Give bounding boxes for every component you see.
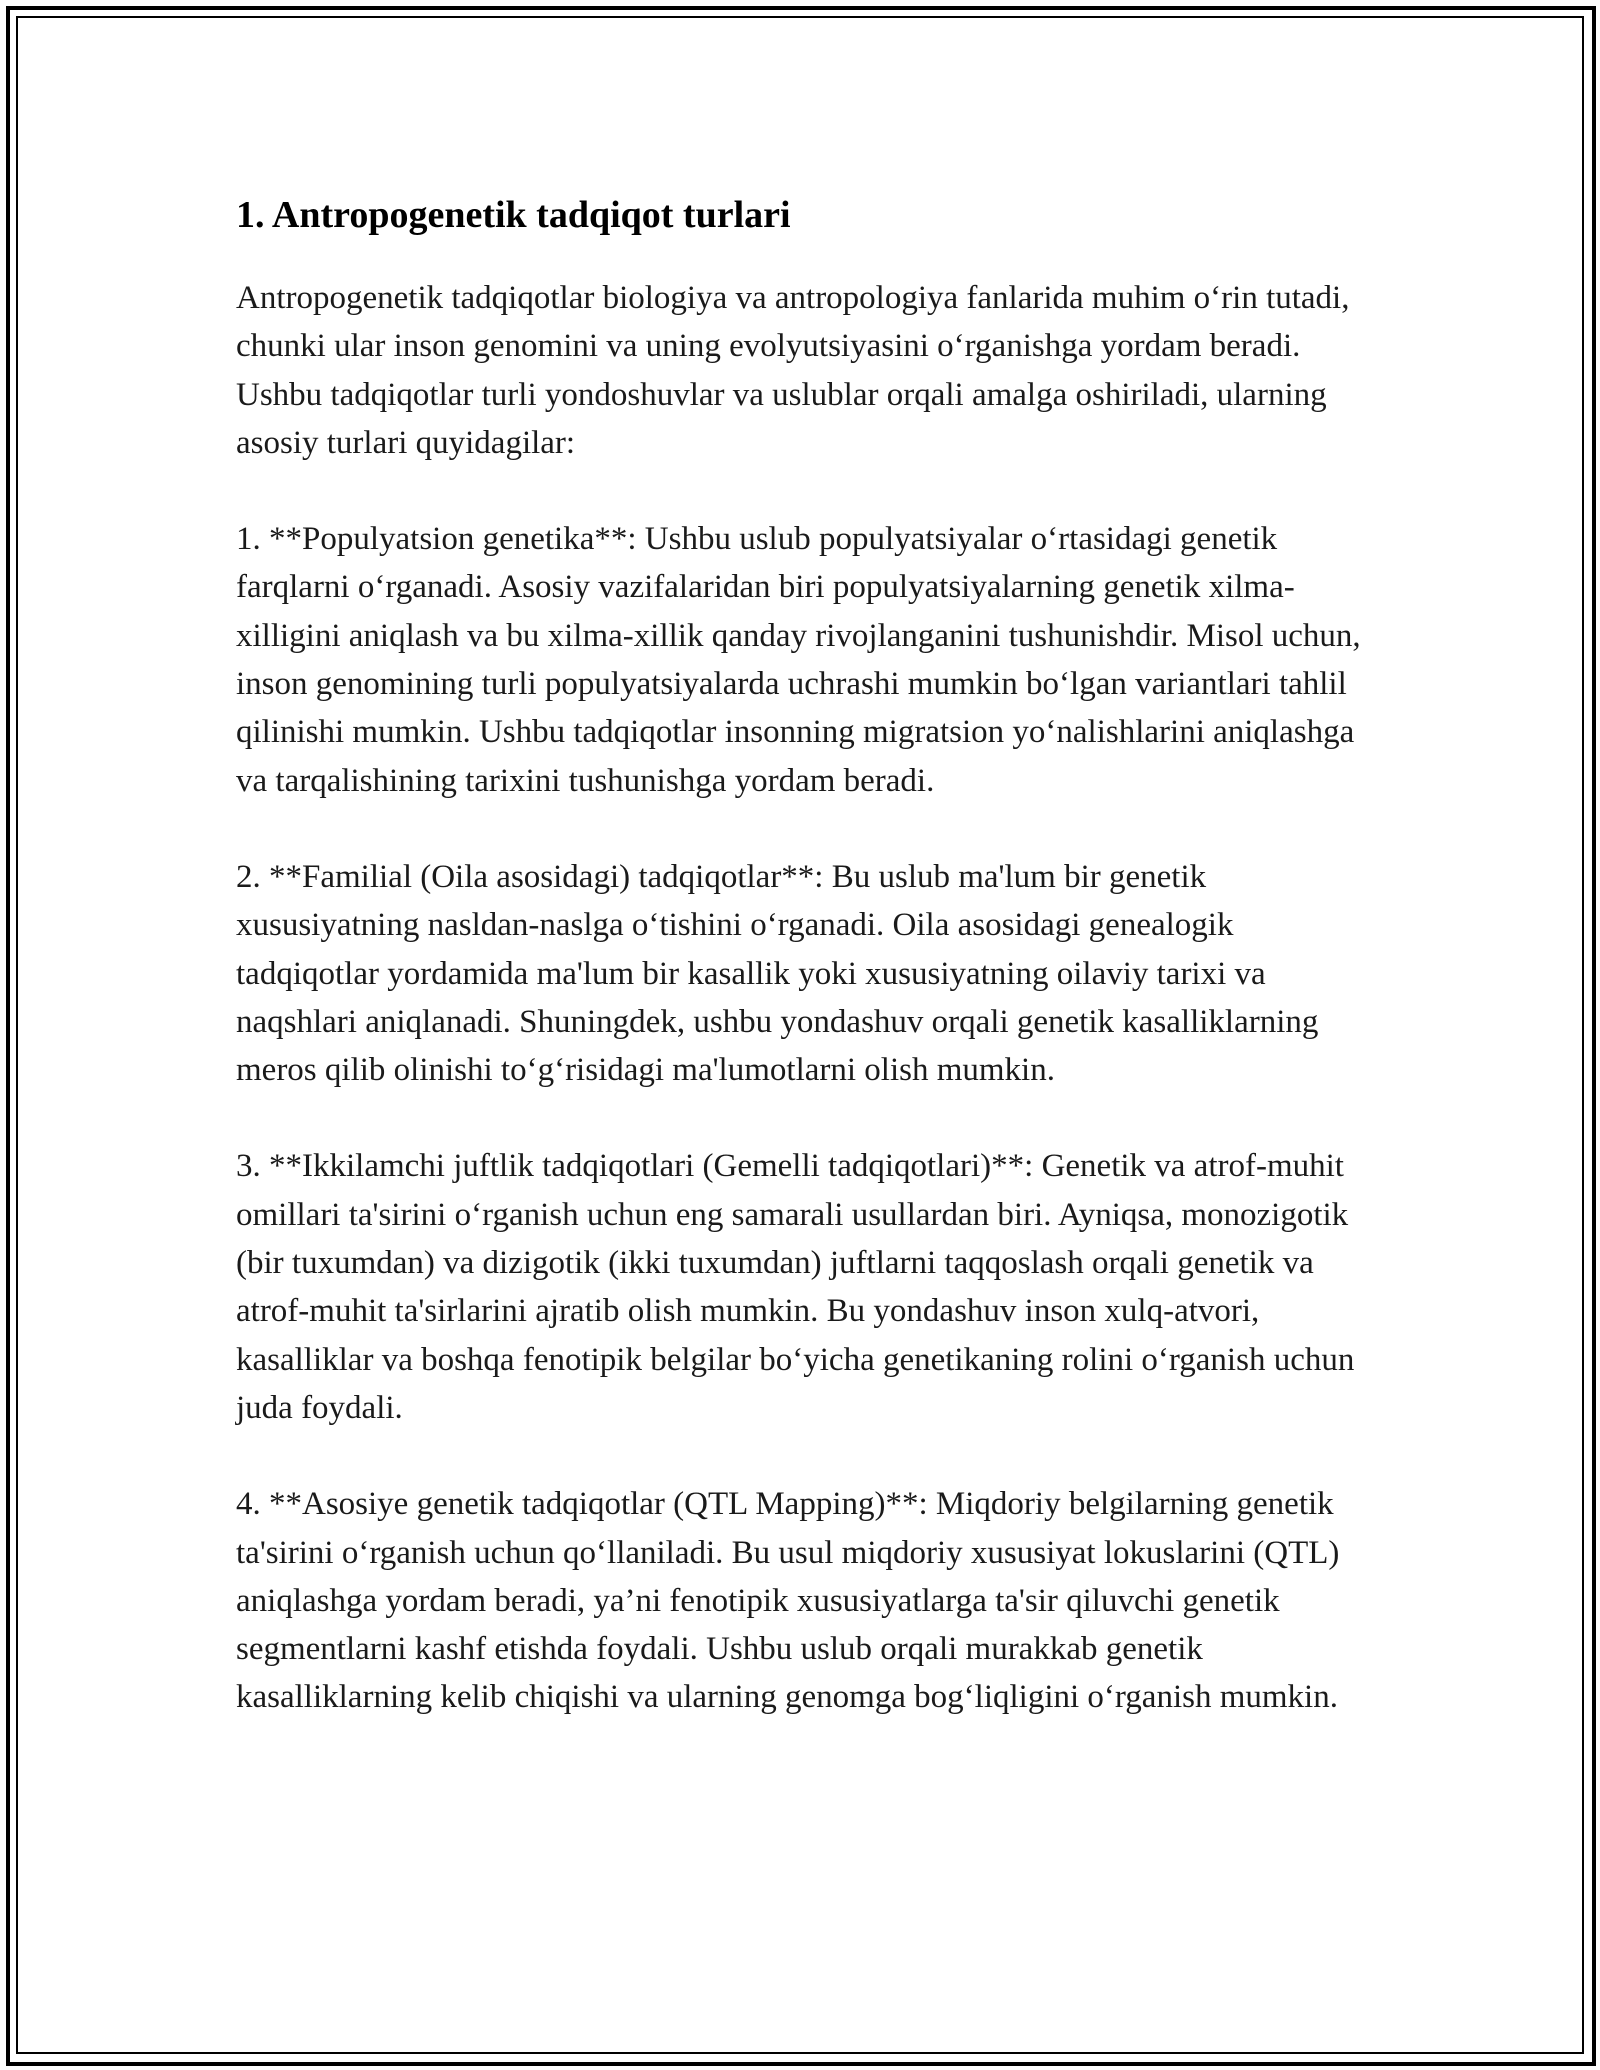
paragraph-qtl-mapping: 4. **Asosiye genetik tadqiqotlar (QTL Mapping)**: Miqdoriy belgilarning genetik ta'sirini o‘rganish uchun qo‘llaniladi. Bu usul miqdoriy xususiyat lokuslarini (QTL) aniqlashga yordam beradi, ya’ni fenotipik xususiyatlarga ta'sir qiluvchi genetik segmentlarni kashf etishda foydali. Ushbu uslub orqali murakkab genetik kasalliklarning kelib chiqishi va ularning genomga bog‘liqligini o‘rganish mumkin. [236, 1486, 1340, 1716]
section-heading: 1. Antropogenetik tadqiqot turlari [236, 194, 791, 236]
intro-paragraph: Antropogenetik tadqiqotlar biologiya va antropologiya fanlarida muhim o‘rin tutadi, chunki ular inson genomini va uning evolyutsiyasini o‘rganishga yordam beradi. Ushbu tadqiqotlar turli yondoshuvlar va uslublar orqali amalga oshiriladi, ularning asosiy turlari quyidagilar: [236, 280, 1350, 461]
document-body [236, 190, 1366, 1770]
paragraph-gemelli-tadqiqotlari: 3. **Ikkilamchi juftlik tadqiqotlari (Gemelli tadqiqotlari)**: Genetik va atrof-muhit omillari ta'sirini o‘rganish uchun eng samarali usullardan biri. Ayniqsa, monozigotik (bir tuxumdan) va dizigotik (ikki tuxumdan) juftlarni taqqoslash orqali genetik va atrof-muhit ta'sirlarini ajratib olish mumkin. Bu yondashuv inson xulq-atvori, kasalliklar va boshqa fenotipik belgilar bo‘yicha genetikaning rolini o‘rganish uchun juda foydali. [236, 1148, 1355, 1426]
paragraph-familial-tadqiqotlar: 2. **Familial (Oila asosidagi) tadqiqotlar**: Bu uslub ma'lum bir genetik xususiyatning nasldan-naslga o‘tishini o‘rganadi. Oila asosidagi genealogik tadqiqotlar yordamida ma'lum bir kasallik yoki xususiyatning oilaviy tarixi va naqshlari aniqlanadi. Shuningdek, ushbu yondashuv orqali genetik kasalliklarning meros qilib olinishi to‘g‘risidagi ma'lumotlarni olish mumkin. [236, 858, 1319, 1089]
paragraph-populyatsion-genetika: 1. **Populyatsion genetika**: Ushbu uslub populyatsiyalar o‘rtasidagi genetik farqlarni o‘rganadi. Asosiy vazifalaridan biri populyatsiyalarning genetik xilma-xilligini aniqlash va bu xilma-xillik qanday rivojlanganini tushunishdir. Misol uchun, inson genomining turli populyatsiyalarda uchrashi mumkin bo‘lgan variantlari tahlil qilinishi mumkin. Ushbu tadqiqotlar insonning migratsion yo‘nalishlarini aniqlashga va tarqalishining tarixini tushunishga yordam beradi. [236, 521, 1361, 799]
